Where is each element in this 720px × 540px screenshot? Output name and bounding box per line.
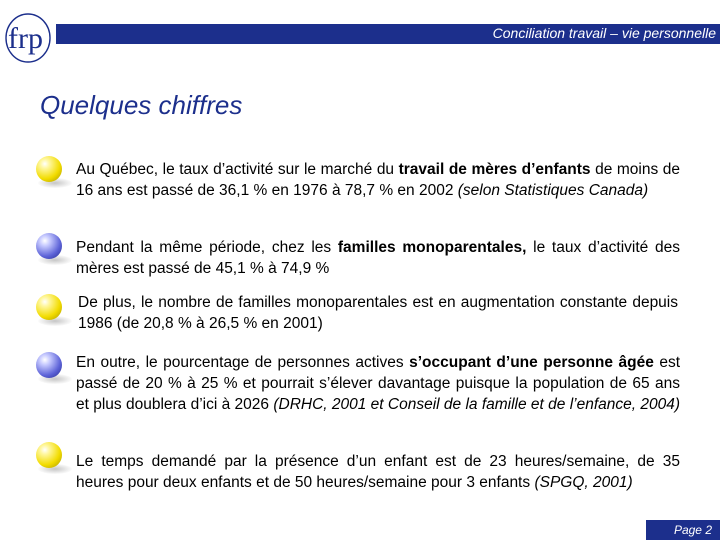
bullet-item-5 [76,451,680,493]
bullet-2-text-b: le taux d’activité des mères est passé de 45,1 % à 74,9 % [76,239,681,277]
bullet-2-bold: familles monoparentales, [337,239,527,256]
bullet-item-2 [76,237,680,279]
bullet-4-text-b: est passé de 20 % à 25 % et pourrait s’élever davantage puisque la population de 65 ans et plus doublera d’ici à 2026 [76,354,681,413]
frp-logo [2,8,60,66]
bullet-2-text-a: Pendant la même période, chez les [76,239,338,256]
header-bar [56,24,720,44]
bullet-4-text-a: En outre, le pourcentage de personnes actives [76,354,410,371]
bullet-1-source: (selon Statistiques Canada) [457,182,649,199]
bullet-1-text-a: Au Québec, le taux d’activité sur le marché du [76,161,399,178]
logo-text: frp [8,22,43,55]
bullet-3-text: De plus, le nombre de familles monoparentales est en augmentation constante depuis 1986 (de 20,8 % à 26,5 % en 2001) [78,294,678,332]
bullet-item-1 [76,159,680,201]
footer-bar [646,520,720,540]
bullet-blue-icon [36,233,62,259]
bullet-4-source: (DRHC, 2001 et Conseil de la famille et de l’enfance, 2004) [273,396,681,413]
header-title: Conciliation travail – vie personnelle [492,25,716,41]
bullet-4-bold: s’occupant d’une personne âgée [409,354,654,371]
bullet-1-bold: travail de mères d’enfants [398,161,591,178]
bullet-5-text: Le temps demandé par la présence d’un enfant est de 23 heures/semaine, de 35 heures pour deux enfants et de 50 heures/semaine pour 3 enfants [76,453,680,491]
bullet-yellow-icon [36,294,62,320]
bullet-item-3 [78,292,678,334]
bullet-item-4 [76,352,680,415]
page-number: Page 2 [673,523,712,537]
bullet-blue-icon [36,352,62,378]
bullet-yellow-icon [36,156,62,182]
bullet-5-source: (SPGQ, 2001) [534,474,633,491]
bullet-yellow-icon [36,442,62,468]
slide-title: Quelques chiffres [40,90,243,120]
bullet-1-text-b: de moins de 16 ans est passé de 36,1 % en 1976 à 78,7 % en 2002 [76,161,681,199]
